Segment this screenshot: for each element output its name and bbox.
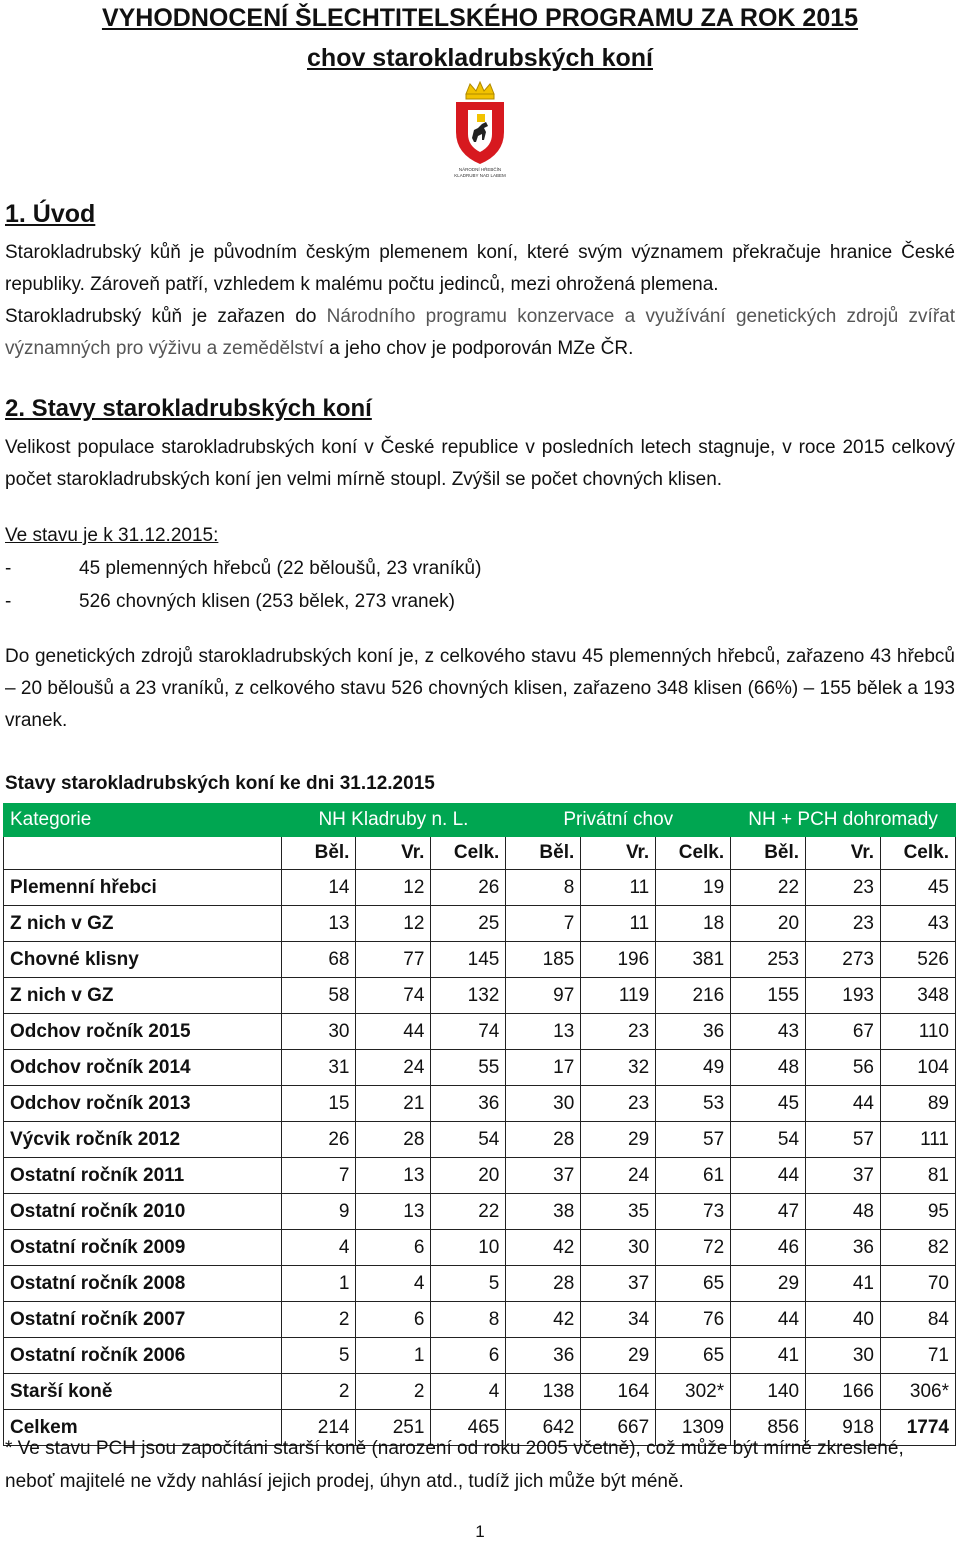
table-cell: 17 (506, 1050, 581, 1086)
intro-text-b: a jeho chov je podporován MZe ČR. (323, 338, 634, 359)
table-cell: 81 (880, 1158, 955, 1194)
table-cell: 251 (356, 1410, 431, 1446)
table-cell: 642 (506, 1410, 581, 1446)
horse-stats-table (3, 803, 956, 1446)
table-cell: 48 (806, 1194, 881, 1230)
table-cell: 9 (281, 1194, 356, 1230)
table-cell: 35 (581, 1194, 656, 1230)
table-cell: 12 (356, 870, 431, 906)
table-cell: 104 (880, 1050, 955, 1086)
table-cell: 4 (356, 1266, 431, 1302)
table-cell: 13 (356, 1158, 431, 1194)
row-label: Z nich v GZ (4, 978, 282, 1014)
table-cell: 2 (281, 1302, 356, 1338)
table-cell: 15 (281, 1086, 356, 1122)
table-cell: 30 (581, 1230, 656, 1266)
table-cell: 28 (506, 1266, 581, 1302)
table-footnote: * Ve stavu PCH jsou započítáni starší koně (narození od roku 2005 včetně), což může být mírně zkreslené, neboť majitelé ne vždy nahlásí jejich prodej, úhyn atd., tudíž jich může být méně. (5, 1438, 904, 1492)
table-cell: 10 (431, 1230, 506, 1266)
table-cell: 45 (880, 870, 955, 906)
table-cell: 36 (656, 1014, 731, 1050)
table-cell: 19 (656, 870, 731, 906)
row-label: Ostatní ročník 2007 (4, 1302, 282, 1338)
list-dash: - (5, 558, 12, 579)
table-cell: 381 (656, 942, 731, 978)
sub-header-cell: Celk. (880, 837, 955, 870)
table-cell: 61 (656, 1158, 731, 1194)
table-cell: 47 (731, 1194, 806, 1230)
table-cell: 97 (506, 978, 581, 1014)
table-cell: 24 (581, 1158, 656, 1194)
table-cell: 302* (656, 1374, 731, 1410)
table-row (4, 1266, 956, 1302)
table-cell: 45 (731, 1086, 806, 1122)
table-cell: 6 (431, 1338, 506, 1374)
table-cell: 18 (656, 906, 731, 942)
table-cell: 44 (356, 1014, 431, 1050)
table-cell: 138 (506, 1374, 581, 1410)
list-dash: - (5, 591, 12, 612)
table-cell: 20 (731, 906, 806, 942)
table-cell: 28 (506, 1122, 581, 1158)
document-title: VYHODNOCENÍ ŠLECHTITELSKÉHO PROGRAMU ZA ROK 2015 (101, 4, 859, 32)
sub-header-cell: Běl. (731, 837, 806, 870)
table-cell: 67 (806, 1014, 881, 1050)
table-cell: 77 (356, 942, 431, 978)
table-cell: 32 (581, 1050, 656, 1086)
table-cell: 253 (731, 942, 806, 978)
table-cell: 43 (880, 906, 955, 942)
row-label: Chovné klisny (4, 942, 282, 978)
table-cell: 71 (880, 1338, 955, 1374)
table-cell: 110 (880, 1014, 955, 1050)
table-cell: 37 (506, 1158, 581, 1194)
table-cell: 20 (431, 1158, 506, 1194)
header-dohromady: NH + PCH dohromady (731, 804, 956, 837)
table-cell: 23 (581, 1086, 656, 1122)
table-cell: 11 (581, 906, 656, 942)
table-cell: 28 (356, 1122, 431, 1158)
header-kategorie: Kategorie (4, 804, 282, 837)
table-cell: 29 (581, 1338, 656, 1374)
row-label: Ostatní ročník 2010 (4, 1194, 282, 1230)
sub-header-cell: Běl. (506, 837, 581, 870)
sub-header-cell: Vr. (806, 837, 881, 870)
table-cell: 25 (431, 906, 506, 942)
table-cell: 70 (880, 1266, 955, 1302)
table-cell: 13 (506, 1014, 581, 1050)
table-cell: 36 (506, 1338, 581, 1374)
table-cell: 1774 (880, 1410, 955, 1446)
sub-header-cell: Celk. (656, 837, 731, 870)
table-row (4, 1374, 956, 1410)
header-nh-kladruby: NH Kladruby n. L. (281, 804, 506, 837)
table-row (4, 870, 956, 906)
table-cell: 95 (880, 1194, 955, 1230)
table-cell: 82 (880, 1230, 955, 1266)
table-cell: 119 (581, 978, 656, 1014)
table-cell: 526 (880, 942, 955, 978)
row-label: Ostatní ročník 2008 (4, 1266, 282, 1302)
row-label: Z nich v GZ (4, 906, 282, 942)
row-label: Odchov ročník 2013 (4, 1086, 282, 1122)
intro-text-a: Starokladrubský kůň je zařazen do (5, 306, 327, 327)
table-row (4, 1230, 956, 1266)
table-cell: 73 (656, 1194, 731, 1230)
table-cell: 56 (806, 1050, 881, 1086)
table-body (4, 870, 956, 1446)
table-cell: 6 (356, 1302, 431, 1338)
genetic-resources-paragraph: Do genetických zdrojů starokladrubských koní je, z celkového stavu 45 plemenných hřebců, zařazeno 43 hřebců – 20 běloušů a 23 vraníků, z celkového stavu 526 chovných klisen, zařazeno 348 klisen (66%) – 155 bělek a 193 vranek. (5, 646, 955, 731)
table-cell: 667 (581, 1410, 656, 1446)
list-item-text: 45 plemenných hřebců (22 běloušů, 23 vraníků) (79, 558, 482, 579)
intro-paragraph-2 (5, 301, 955, 365)
table-row (4, 1194, 956, 1230)
section-heading-intro: 1. Úvod (5, 200, 96, 228)
table-cell: 54 (431, 1122, 506, 1158)
table-cell: 22 (431, 1194, 506, 1230)
table-cell: 89 (880, 1086, 955, 1122)
table-cell: 43 (731, 1014, 806, 1050)
logo-text-1: NÁRODNÍ HŘEBČÍN (458, 167, 502, 172)
table-cell: 214 (281, 1410, 356, 1446)
table-cell: 23 (806, 870, 881, 906)
list-item (5, 585, 905, 618)
table-cell: 140 (731, 1374, 806, 1410)
table-group-header (4, 804, 956, 837)
table-cell: 1 (281, 1266, 356, 1302)
table-cell: 166 (806, 1374, 881, 1410)
table-cell: 40 (806, 1302, 881, 1338)
table-cell: 196 (581, 942, 656, 978)
header-privatni-chov: Privátní chov (506, 804, 731, 837)
row-label: Plemenní hřebci (4, 870, 282, 906)
state-list (5, 552, 905, 618)
document-subtitle: chov starokladrubských koní (307, 44, 653, 72)
row-label: Starší koně (4, 1374, 282, 1410)
table-cell: 13 (281, 906, 356, 942)
intro-paragraph-1: Starokladrubský kůň je původním českým plemenem koní, které svým významem překračuje hranice České republiky. Zároveň patří, vzhledem k malému počtu jedinců, mezi ohrožená plemena. (5, 242, 955, 295)
row-label: Odchov ročník 2015 (4, 1014, 282, 1050)
list-item-text: 526 chovných klisen (253 bělek, 273 vranek) (79, 591, 456, 612)
table-cell: 111 (880, 1122, 955, 1158)
table-cell: 31 (281, 1050, 356, 1086)
table-cell: 21 (356, 1086, 431, 1122)
row-label: Ostatní ročník 2009 (4, 1230, 282, 1266)
table-cell: 1 (356, 1338, 431, 1374)
table-cell: 1309 (656, 1410, 731, 1446)
table-cell: 8 (506, 870, 581, 906)
table-cell: 58 (281, 978, 356, 1014)
table-cell: 57 (656, 1122, 731, 1158)
table-cell: 44 (806, 1086, 881, 1122)
table-cell: 34 (581, 1302, 656, 1338)
table-row (4, 942, 956, 978)
sub-header-cell: Vr. (581, 837, 656, 870)
row-label: Odchov ročník 2014 (4, 1050, 282, 1086)
row-label: Celkem (4, 1410, 282, 1446)
logo-text-2: KLADRUBY NAD LABEM (454, 173, 506, 178)
sub-header-empty (4, 837, 282, 870)
row-label: Ostatní ročník 2011 (4, 1158, 282, 1194)
table-cell: 6 (356, 1230, 431, 1266)
table-cell: 23 (806, 906, 881, 942)
table-cell: 30 (281, 1014, 356, 1050)
table-cell: 132 (431, 978, 506, 1014)
program-name: Národního programu konzervace a využívání genetických zdrojů zvířat významných pro výživu a zemědělství (5, 306, 955, 359)
table-cell: 12 (356, 906, 431, 942)
table-cell: 5 (281, 1338, 356, 1374)
table-cell: 348 (880, 978, 955, 1014)
table-cell: 41 (806, 1266, 881, 1302)
table-cell: 37 (806, 1158, 881, 1194)
table-cell: 41 (731, 1338, 806, 1374)
table-cell: 856 (731, 1410, 806, 1446)
row-label: Ostatní ročník 2006 (4, 1338, 282, 1374)
table-cell: 65 (656, 1266, 731, 1302)
table-cell: 2 (356, 1374, 431, 1410)
table-cell: 23 (581, 1014, 656, 1050)
table-cell: 42 (506, 1230, 581, 1266)
table-row (4, 1014, 956, 1050)
table-cell: 918 (806, 1410, 881, 1446)
table-cell: 193 (806, 978, 881, 1014)
table-cell: 53 (656, 1086, 731, 1122)
table-cell: 29 (731, 1266, 806, 1302)
table-row (4, 1086, 956, 1122)
table-cell: 14 (281, 870, 356, 906)
table-cell: 68 (281, 942, 356, 978)
table-cell: 145 (431, 942, 506, 978)
table-cell: 22 (731, 870, 806, 906)
table-cell: 44 (731, 1302, 806, 1338)
table-cell: 72 (656, 1230, 731, 1266)
table-cell: 7 (281, 1158, 356, 1194)
table-cell: 55 (431, 1050, 506, 1086)
table-cell: 7 (506, 906, 581, 942)
table-cell: 465 (431, 1410, 506, 1446)
table-cell: 74 (356, 978, 431, 1014)
table-cell: 8 (431, 1302, 506, 1338)
table-row (4, 1158, 956, 1194)
table-cell: 185 (506, 942, 581, 978)
table-cell: 13 (356, 1194, 431, 1230)
table-cell: 36 (431, 1086, 506, 1122)
table-cell: 38 (506, 1194, 581, 1230)
table-cell: 42 (506, 1302, 581, 1338)
table-sub-header (4, 837, 956, 870)
table-cell: 84 (880, 1302, 955, 1338)
sub-header-cell: Vr. (356, 837, 431, 870)
table-cell: 30 (506, 1086, 581, 1122)
table-cell: 2 (281, 1374, 356, 1410)
table-cell: 4 (281, 1230, 356, 1266)
table-cell: 11 (581, 870, 656, 906)
table-cell: 30 (806, 1338, 881, 1374)
table-cell: 36 (806, 1230, 881, 1266)
table-cell: 306* (880, 1374, 955, 1410)
table-cell: 74 (431, 1014, 506, 1050)
table-row (4, 1338, 956, 1374)
table-cell: 44 (731, 1158, 806, 1194)
page-number: 1 (475, 1522, 485, 1541)
table-cell: 216 (656, 978, 731, 1014)
table-cell: 26 (431, 870, 506, 906)
row-label: Výcvik ročník 2012 (4, 1122, 282, 1158)
table-cell: 48 (731, 1050, 806, 1086)
table-row (4, 1302, 956, 1338)
table-cell: 4 (431, 1374, 506, 1410)
table-cell: 155 (731, 978, 806, 1014)
table-row (4, 1050, 956, 1086)
list-item (5, 552, 905, 585)
table-cell: 49 (656, 1050, 731, 1086)
table-cell: 76 (656, 1302, 731, 1338)
table-cell: 54 (731, 1122, 806, 1158)
sub-header-cell: Celk. (431, 837, 506, 870)
sub-header-cell: Běl. (281, 837, 356, 870)
table-row (4, 1122, 956, 1158)
section-heading-stavy: 2. Stavy starokladrubských koní (5, 395, 372, 422)
population-paragraph: Velikost populace starokladrubských koní v České republice v posledních letech stagnuje, v roce 2015 celkový počet starokladrubských koní jen velmi mírně stoupl. Zvýšil se počet chovných klisen. (5, 437, 955, 490)
table-cell: 57 (806, 1122, 881, 1158)
table-cell: 46 (731, 1230, 806, 1266)
table-row (4, 906, 956, 942)
table-cell: 65 (656, 1338, 731, 1374)
table-cell: 5 (431, 1266, 506, 1302)
table-cell: 26 (281, 1122, 356, 1158)
table-cell: 37 (581, 1266, 656, 1302)
stud-farm-logo (434, 80, 526, 180)
table-cell: 273 (806, 942, 881, 978)
state-date-label: Ve stavu je k 31.12.2015: (5, 525, 219, 546)
table-cell: 24 (356, 1050, 431, 1086)
table-cell: 164 (581, 1374, 656, 1410)
table-cell: 29 (581, 1122, 656, 1158)
table-caption: Stavy starokladrubských koní ke dni 31.12.2015 (5, 773, 435, 794)
table-row (4, 978, 956, 1014)
